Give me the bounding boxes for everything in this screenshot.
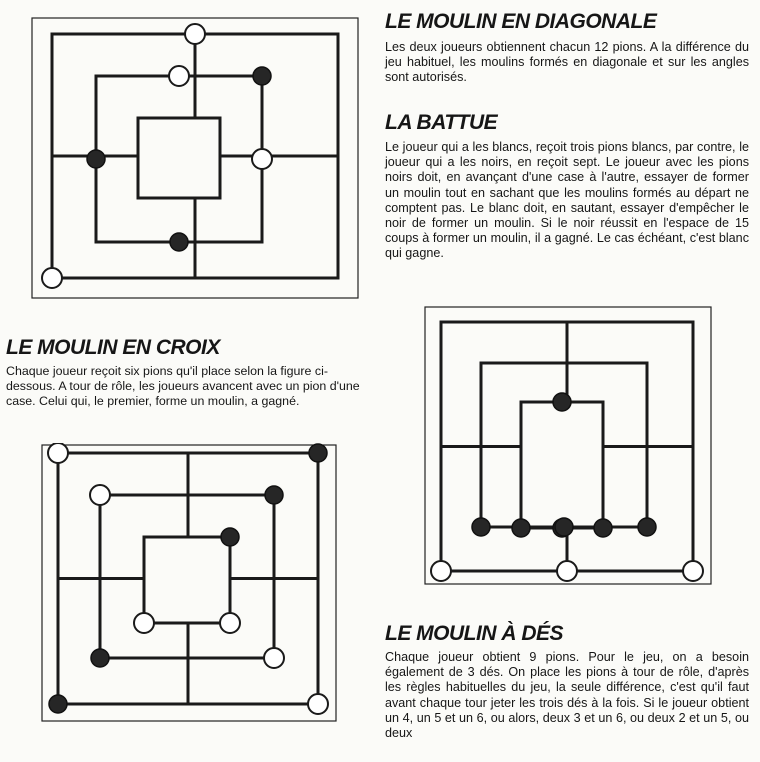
white-piece[interactable] <box>48 443 68 463</box>
black-piece[interactable] <box>87 150 105 168</box>
black-piece[interactable] <box>91 649 109 667</box>
board-croix <box>40 443 338 723</box>
board-battue <box>423 305 713 586</box>
section-title-des: LE MOULIN À DÉS <box>385 622 564 645</box>
board-diagonale <box>30 16 360 300</box>
white-piece[interactable] <box>683 561 703 581</box>
board-square-inner <box>144 537 230 623</box>
section-title-croix: LE MOULIN EN CROIX <box>6 336 220 359</box>
white-piece[interactable] <box>134 613 154 633</box>
black-piece[interactable] <box>553 393 571 411</box>
black-piece[interactable] <box>253 67 271 85</box>
section-text-des: Chaque joueur obtient 9 pions. Pour le jeu, on a besoin également de 3 dés. On place les pions à tour de rôle, d'après les règles habituelles du jeu, la seule différence, c'est qu'il faut avant chaque tour jeter les trois dés à la fois. Si le joueur obtient un 4, un 5 et un 6, ou alors, deux 3 et un 6, ou deux 2 et un 5, ou deux <box>385 650 749 741</box>
section-text-battue: Le joueur qui a les blancs, reçoit trois pions blancs, par contre, le joueur qui a les noirs, en reçoit sept. Le joueur avec les pions noirs doit, en avançant d'une case à l'autre, essayer de former un moulin tout en sachant que les moulins formés au départ ne comptent pas. Le blanc doit, en sautant, essayer d'empêcher le noir de former un moulin. Si le noir réussit en l'espace de 15 coups à former un moulin, il a gagné. Le cas échéant, c'est blanc qui gagne. <box>385 140 749 261</box>
black-piece[interactable] <box>594 519 612 537</box>
black-piece[interactable] <box>555 518 573 536</box>
white-piece[interactable] <box>252 149 272 169</box>
white-piece[interactable] <box>308 694 328 714</box>
section-title-battue: LA BATTUE <box>385 111 498 134</box>
white-piece[interactable] <box>557 561 577 581</box>
black-piece[interactable] <box>512 519 530 537</box>
section-text-croix: Chaque joueur reçoit six pions qu'il place selon la figure ci-dessous. A tour de rôle, les joueurs avancent avec un pion d'une case. Celui qui, le premier, forme un moulin, a gagné. <box>6 364 360 409</box>
white-piece[interactable] <box>220 613 240 633</box>
section-text-diagonale: Les deux joueurs obtiennent chacun 12 pions. A la différence du jeu habituel, les moulins formés en diagonale et sur les angles sont autorisés. <box>385 40 749 85</box>
black-piece[interactable] <box>309 444 327 462</box>
black-piece[interactable] <box>170 233 188 251</box>
white-piece[interactable] <box>169 66 189 86</box>
white-piece[interactable] <box>90 485 110 505</box>
black-piece[interactable] <box>638 518 656 536</box>
black-piece[interactable] <box>472 518 490 536</box>
board-square-inner <box>521 402 603 528</box>
white-piece[interactable] <box>42 268 62 288</box>
board-square-middle <box>96 76 262 242</box>
board-square-inner <box>138 118 220 198</box>
section-title-diagonale: LE MOULIN EN DIAGONALE <box>385 10 657 33</box>
white-piece[interactable] <box>185 24 205 44</box>
white-piece[interactable] <box>431 561 451 581</box>
black-piece[interactable] <box>221 528 239 546</box>
black-piece[interactable] <box>49 695 67 713</box>
white-piece[interactable] <box>264 648 284 668</box>
black-piece[interactable] <box>265 486 283 504</box>
